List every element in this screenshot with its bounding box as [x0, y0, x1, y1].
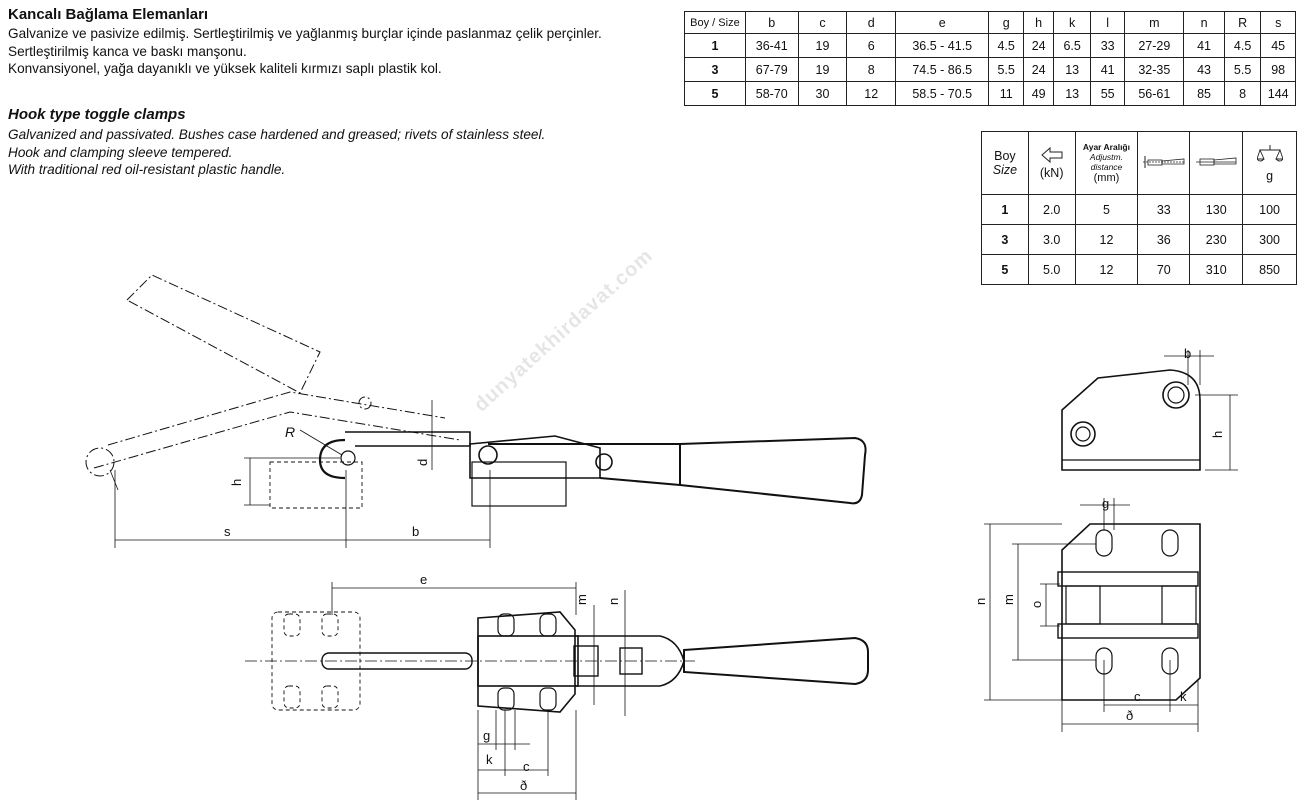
column-header: l [1090, 12, 1125, 34]
dim-label-c: c [523, 759, 530, 774]
pivot-hole [1071, 422, 1095, 446]
table-cell: 43 [1184, 58, 1225, 82]
column-header: h [1023, 12, 1053, 34]
english-line: Galvanized and passivated. Bushes case hardened and greased; rivets of stainless steel. [8, 127, 546, 142]
dim-label-m: m [574, 594, 589, 605]
base-plate [472, 462, 566, 506]
adjust-label-en: distance [1090, 162, 1123, 172]
column-header: n [1184, 12, 1225, 34]
adjust-unit: (mm) [1093, 172, 1120, 184]
watermark: dunyatekhirdavat.com [470, 244, 658, 417]
mount-hole [540, 614, 556, 636]
pivot-hole [1163, 382, 1189, 408]
table-cell: 27-29 [1125, 34, 1184, 58]
mount-hole [1096, 530, 1112, 556]
table-cell: 8 [847, 58, 896, 82]
dim-label-s: s [224, 524, 231, 539]
turkish-line: Konvansiyonel, yağa dayanıklı ve yüksek kaliteli kırmızı saplı plastik kol. [8, 61, 442, 76]
table-cell: 300 [1243, 225, 1297, 255]
size-label-en: Size [992, 163, 1018, 177]
dim-label-R: R [285, 424, 296, 440]
pivot-pin [596, 454, 612, 470]
table-cell: 30 [798, 82, 847, 106]
dimension-lines [984, 498, 1198, 732]
base-side-profile [1062, 370, 1200, 470]
pivot-pin [479, 446, 497, 464]
base-plan-view [973, 496, 1200, 732]
hook-tip-line [110, 470, 118, 490]
dimension-lines [115, 400, 490, 548]
table-cell: 3.0 [1028, 225, 1075, 255]
side-flange [1058, 572, 1198, 586]
column-header: g [989, 12, 1024, 34]
table-cell: 36-41 [745, 34, 798, 58]
table-cell: 19 [798, 34, 847, 58]
column-header: c [798, 12, 847, 34]
table-cell: 41 [1184, 34, 1225, 58]
clamp-body [470, 436, 600, 478]
table-cell: 144 [1261, 82, 1296, 106]
table-cell: 19 [798, 58, 847, 82]
adjust-label-en: Adjustm. [1089, 152, 1123, 162]
table-cell: 5.0 [1028, 255, 1075, 285]
mount-hole [498, 614, 514, 636]
turkish-line: Sertleştirilmiş kanca ve baskı manşonu. [8, 43, 247, 59]
adjust-label-tr: Ayar Aralığı [1082, 142, 1130, 152]
table-cell: 70 [1138, 255, 1190, 285]
table-cell: 2.0 [1028, 195, 1075, 225]
table-cell: 5 [685, 82, 746, 106]
table-cell: 230 [1190, 225, 1243, 255]
dim-label-n: n [973, 597, 988, 605]
flange-block [1066, 586, 1100, 624]
table-cell: 4.5 [1224, 34, 1261, 58]
dim-label-b: b [1184, 346, 1192, 361]
size-label-tr: Boy [994, 149, 1016, 163]
table-cell: 310 [1190, 255, 1243, 285]
table-cell: 33 [1090, 34, 1125, 58]
dim-label-c: c [1134, 689, 1141, 704]
table-cell: 55 [1090, 82, 1125, 106]
table-cell: 3 [685, 58, 746, 82]
dim-label-n: n [606, 597, 621, 605]
turkish-title: Kancalı Bağlama Elemanları [8, 6, 209, 23]
dim-label-g: g [483, 728, 491, 743]
dim-label-k: k [1180, 689, 1187, 704]
side-flange [1058, 624, 1198, 638]
mount-hole [498, 688, 514, 710]
english-line: With traditional red oil-resistant plastic handle. [8, 162, 286, 177]
table-cell: 58.5 - 70.5 [896, 82, 989, 106]
top-view [245, 572, 868, 800]
size-header: Boy / Size [685, 12, 746, 34]
dim-label-e: e [420, 572, 428, 587]
table-cell: 130 [1190, 195, 1243, 225]
table-cell: 67-79 [745, 58, 798, 82]
column-header: d [847, 12, 896, 34]
base-plan-outline [1062, 524, 1200, 700]
handle [684, 638, 868, 684]
mount-hole [1162, 530, 1178, 556]
table-cell: 36 [1138, 225, 1190, 255]
dim-label-g: g [1102, 496, 1110, 511]
dim-label-d: d [415, 458, 430, 466]
table-cell: 24 [1023, 34, 1053, 58]
table-cell: 32-35 [1125, 58, 1184, 82]
table-cell: 11 [989, 82, 1024, 106]
side-view [86, 275, 866, 548]
column-header: R [1224, 12, 1261, 34]
force-unit: (kN) [1039, 165, 1064, 180]
dim-label-h: h [1210, 430, 1225, 438]
table-cell: 6 [847, 34, 896, 58]
table-cell: 6.5 [1054, 34, 1091, 58]
table-cell: 12 [1075, 255, 1138, 285]
table-cell: 1 [685, 34, 746, 58]
english-line: Hook and clamping sleeve tempered. [8, 144, 233, 160]
column-header: m [1125, 12, 1184, 34]
table-cell: 12 [847, 82, 896, 106]
table-cell: 13 [1054, 58, 1091, 82]
column-header: e [896, 12, 989, 34]
dim-label-o: o [1029, 600, 1044, 608]
pivot-hole [1076, 427, 1090, 441]
table-cell: 5 [1075, 195, 1138, 225]
table-cell: 8 [1224, 82, 1261, 106]
table-cell: 85 [1184, 82, 1225, 106]
dim-label-h: h [229, 478, 244, 486]
table-cell: 36.5 - 41.5 [896, 34, 989, 58]
turkish-line: Galvanize ve pasivize edilmiş. Sertleştirilmiş ve yağlanmış burçlar içinde paslanmaz çelik perçinler. [8, 26, 602, 41]
base-side-view [1062, 346, 1238, 470]
column-header: s [1261, 12, 1296, 34]
table-cell: 56-61 [1125, 82, 1184, 106]
dim-label-delta: ð [1126, 708, 1134, 723]
weight-unit: g [1266, 168, 1274, 183]
table-cell: 5.5 [989, 58, 1024, 82]
table-cell: 33 [1138, 195, 1190, 225]
workpiece [270, 462, 362, 508]
table-cell: 12 [1075, 225, 1138, 255]
table-cell: 5 [982, 255, 1029, 285]
hook-pin [341, 451, 355, 465]
dimension-lines [1164, 350, 1238, 470]
dim-label-b: b [412, 524, 420, 539]
table-cell: 1 [982, 195, 1029, 225]
column-header: b [745, 12, 798, 34]
table-cell: 24 [1023, 58, 1053, 82]
table-cell: 74.5 - 86.5 [896, 58, 989, 82]
table-cell: 100 [1243, 195, 1297, 225]
table-cell: 850 [1243, 255, 1297, 285]
mount-hole [540, 688, 556, 710]
table-cell: 58-70 [745, 82, 798, 106]
table-cell: 5.5 [1224, 58, 1261, 82]
pivot-hole [1168, 387, 1184, 403]
table-cell: 45 [1261, 34, 1296, 58]
table-cell: 4.5 [989, 34, 1024, 58]
dim-label-k: k [486, 752, 493, 767]
english-title: Hook type toggle clamps [8, 106, 186, 123]
table-cell: 41 [1090, 58, 1125, 82]
table-cell: 98 [1261, 58, 1296, 82]
dim-label-m: m [1001, 594, 1016, 605]
table-cell: 3 [982, 225, 1029, 255]
flange-block [1162, 586, 1196, 624]
dim-label-delta: ð [520, 778, 528, 793]
table-cell: 49 [1023, 82, 1053, 106]
table-cell: 13 [1054, 82, 1091, 106]
column-header: k [1054, 12, 1091, 34]
base-plate [478, 612, 575, 712]
handle [488, 438, 866, 503]
